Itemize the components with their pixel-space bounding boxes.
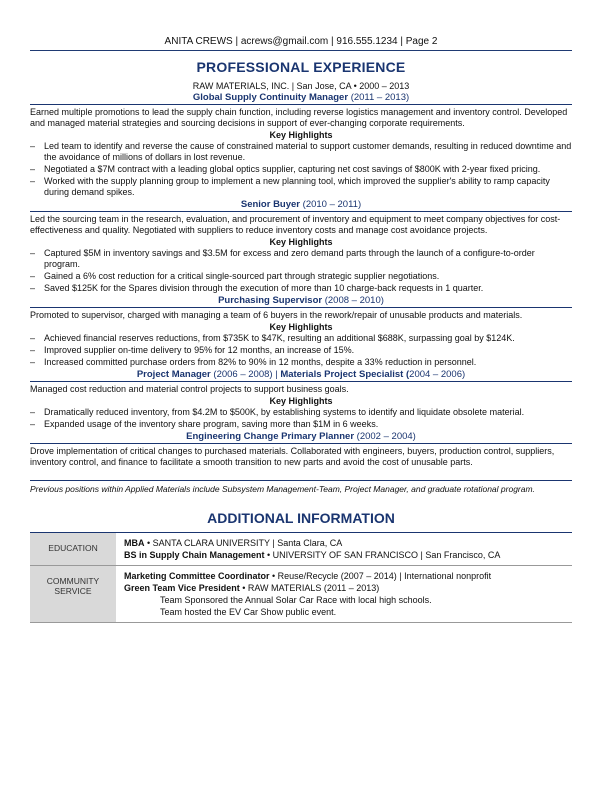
community-details: Marketing Committee Coordinator • Reuse/Recycle (2007 – 2014) | International nonprofit Green Team Vice President • RAW MATERIALS (2011 – 2013) Team Sponsored the Annual Solar Car Race with local high schools. Team hosted the EV Car Show public event. xyxy=(116,566,572,623)
list-item: – Increased committed purchase orders from 82% to 90% in 12 months, despite a 33% reduction in personnel. xyxy=(30,357,477,367)
previous-positions-note: Previous positions within Applied Materials include Subsystem Management-Team, Project Manager, and graduate rotational program. xyxy=(30,480,572,494)
key-highlights-label: Key Highlights xyxy=(269,130,333,140)
role-name: Engineering Change Primary Planner xyxy=(186,431,355,442)
list-item: – Negotiated a $7M contract with a leading global optics supplier, capturing net cost savings of $800K with 2-year fixed pricing. xyxy=(30,164,541,174)
role-dates: (2008 – 2010) xyxy=(324,295,384,306)
community-label: COMMUNITY SERVICE xyxy=(30,566,116,623)
list-item: – Improved supplier on-time delivery to 95% for 12 months, an increase of 15%. xyxy=(30,345,355,355)
key-highlights-label: Key Highlights xyxy=(269,322,333,332)
role-divider xyxy=(30,211,572,212)
highlights-list xyxy=(30,407,572,430)
role-title xyxy=(30,199,572,210)
role-description: Managed cost reduction and material control projects to support business goals. xyxy=(30,384,349,394)
list-item: – Led team to identify and reverse the cause of constrained material to support customer demands, resulting in reduced downtime and the avoidance of millions of dollars in lost revenue. xyxy=(30,141,572,162)
company-line: RAW MATERIALS, INC. | San Jose, CA • 2000 – 2013 xyxy=(192,81,410,91)
table-row xyxy=(30,566,572,623)
highlights-list xyxy=(30,333,572,368)
role-divider xyxy=(30,443,572,444)
highlights-list xyxy=(30,248,572,294)
role-dates: (2011 – 2013) xyxy=(350,92,410,103)
key-highlights-label: Key Highlights xyxy=(269,237,333,247)
role-title xyxy=(30,431,572,442)
key-highlights-label: Key Highlights xyxy=(269,396,333,406)
list-item: – Gained a 6% cost reduction for a critical single-sourced part through strategic supplier negotiations. xyxy=(30,271,440,281)
role-name-2: Materials Project Specialist ( xyxy=(280,369,410,380)
education-details: MBA • SANTA CLARA UNIVERSITY | Santa Clara, CA BS in Supply Chain Management • UNIVERSITY OF SAN FRANCISCO | San Francisco, CA xyxy=(116,533,572,566)
role-dates-2: 2004 – 2006) xyxy=(409,369,466,380)
role-divider xyxy=(30,381,572,382)
list-item: – Captured $5M in inventory savings and $3.5M for excess and zero demand parts through the launch of a configure-to-order program. xyxy=(30,248,535,269)
experience-title: PROFESSIONAL EXPERIENCE xyxy=(196,59,406,75)
list-item: – Dramatically reduced inventory, from $4.2M to $500K, by establishing systems to identify and liquidate obsolete material. xyxy=(30,407,525,417)
list-item: – Saved $125K for the Spares division through the execution of more than 10 charge-back requests in 1 quarter. xyxy=(30,283,484,293)
list-item: – Expanded usage of the inventory share program, saving more than $1M in 6 weeks. xyxy=(30,419,379,429)
header-divider xyxy=(30,50,572,51)
role-title xyxy=(30,369,572,380)
highlights-list xyxy=(30,141,572,198)
role-dates: (2010 – 2011) xyxy=(302,199,362,210)
role-dates: (2002 – 2004) xyxy=(356,431,416,442)
role-title xyxy=(30,295,572,306)
role-title xyxy=(30,92,572,103)
role-description: Drove implementation of critical changes to purchased materials. Collaborated with engineers, buyers, production control, suppliers, inventory control, and finance to facilitate a smooth transition to new parts and avoid the cost of unusable parts. xyxy=(30,446,555,467)
role-name: Senior Buyer xyxy=(240,199,301,210)
role-description: Promoted to supervisor, charged with managing a team of 6 buyers in the rework/repair of unusable products and materials. xyxy=(30,310,523,320)
role-name: Project Manager xyxy=(136,369,211,380)
role-divider xyxy=(30,104,572,105)
additional-title: ADDITIONAL INFORMATION xyxy=(207,510,395,526)
role-divider xyxy=(30,307,572,308)
table-row xyxy=(30,533,572,566)
education-label: EDUCATION xyxy=(30,533,116,566)
role-dates: (2006 – 2008) | xyxy=(213,369,278,380)
resume-page xyxy=(30,0,572,623)
role-name: Global Supply Continuity Manager xyxy=(192,92,349,103)
list-item: – Achieved financial reserves reductions, from $735K to $47K, resulting an additional $688K, surpassing goal by $124K. xyxy=(30,333,515,343)
role-description: Led the sourcing team in the research, evaluation, and procurement of inventory and equipment to meet company objectives for cost-effectiveness and quality. Negotiated with suppliers to reduce inventory costs and manage cost avoidance projects. xyxy=(30,214,561,235)
role-name: Purchasing Supervisor xyxy=(218,295,323,306)
contact-header: ANITA CREWS | acrews@gmail.com | 916.555.1234 | Page 2 xyxy=(164,36,438,47)
list-item: – Worked with the supply planning group to implement a new planning tool, which improved the supplier's ability to ramp capacity during demand spikes. xyxy=(30,176,550,197)
role-description: Earned multiple promotions to lead the supply chain function, including reverse logistics management and inventory control. Developed and managed material strategies and sourcing decisions in support of ever-changing corporate requirements. xyxy=(30,107,568,128)
additional-info-table xyxy=(30,532,572,623)
